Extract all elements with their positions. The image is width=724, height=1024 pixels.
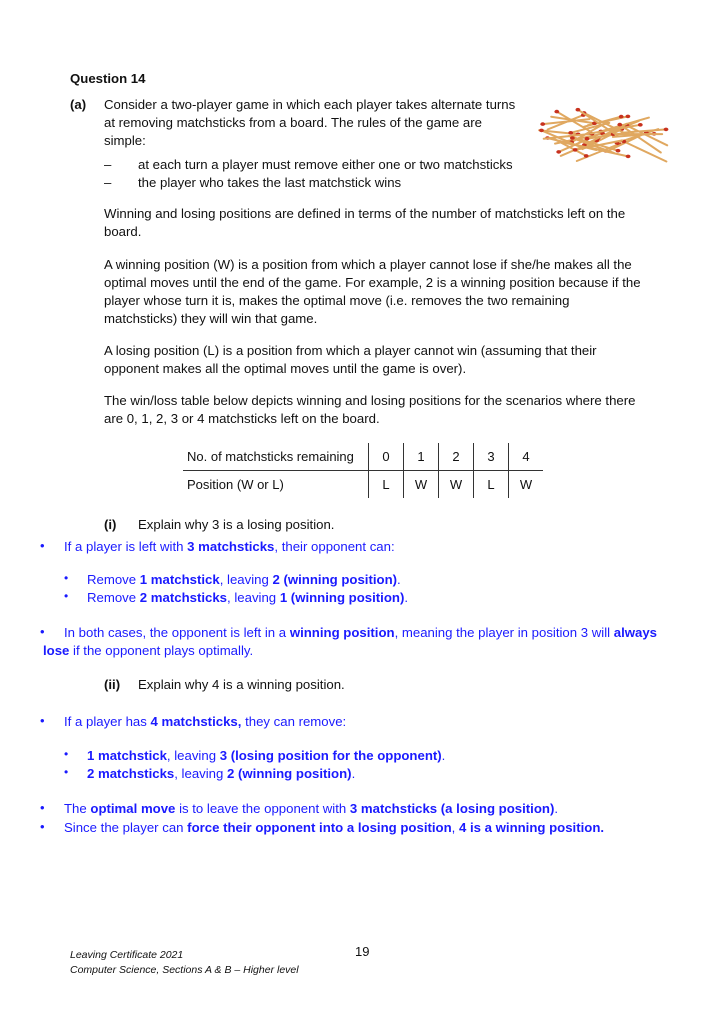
part-ii-text: Explain why 4 is a winning position.	[138, 677, 345, 692]
match-head	[626, 155, 631, 159]
rule-dash: –	[104, 157, 112, 172]
text: 2 matchsticks	[139, 590, 228, 605]
table-cell: 1	[404, 443, 439, 471]
text: force their opponent into a losing position	[187, 820, 452, 835]
text: 4 is a winning position.	[458, 820, 605, 835]
answer-ii-sub-2	[64, 765, 684, 783]
answer-i-bullet-2	[40, 624, 680, 660]
para-losing	[104, 342, 597, 378]
text: optimal move	[90, 801, 176, 816]
text: Since the player can	[64, 820, 188, 835]
text: is to leave the opponent with	[175, 801, 350, 816]
bullet-icon: •	[64, 589, 69, 603]
text: Remove	[87, 572, 140, 587]
question-intro	[104, 96, 534, 150]
text: .	[397, 572, 401, 587]
table-row-label: No. of matchsticks remaining	[183, 443, 369, 471]
answer-line	[43, 642, 680, 660]
match-head	[568, 131, 573, 135]
text: .	[441, 748, 446, 763]
text: 3 matchsticks (a losing position)	[349, 801, 555, 816]
match-head	[570, 136, 575, 140]
text: , leaving	[174, 766, 228, 781]
table-row-label: Position (W or L)	[187, 477, 284, 492]
text: 3 (losing position for the opponent)	[219, 748, 442, 763]
table-cell: 2	[439, 443, 474, 471]
bullet-icon: •	[40, 624, 45, 639]
rule-dash: –	[104, 175, 112, 190]
intro-line: simple:	[104, 133, 146, 148]
table-row	[183, 471, 543, 499]
bullet-icon: •	[40, 713, 45, 728]
para-line: are 0, 1, 2, 3 or 4 matchsticks left on the board.	[104, 411, 380, 426]
text: , meaning the player in position 3 will	[394, 625, 614, 640]
answer-ii-bullet-2	[40, 800, 680, 818]
part-i-text: Explain why 3 is a losing position.	[138, 517, 335, 532]
footer-line-2: Computer Science, Sections A & B – Higher level	[70, 964, 299, 976]
text: 2 (winning position)	[227, 766, 352, 781]
intro-line: Consider a two-player game in which each player takes alternate turns	[104, 97, 516, 112]
table-cell: 3	[474, 443, 509, 471]
text: winning position	[289, 625, 395, 640]
answer-line	[64, 800, 680, 818]
text: If a player has	[64, 714, 151, 729]
match-head	[554, 110, 559, 114]
answer-line	[87, 747, 684, 765]
table-cell: W	[404, 471, 439, 499]
answer-i-sub-2	[64, 589, 684, 607]
win-loss-table	[183, 443, 543, 498]
page-number: 19	[355, 944, 370, 959]
para-line: Winning and losing positions are defined in terms of the number of matchsticks left on the	[104, 206, 626, 221]
match-head	[617, 123, 622, 127]
match-head	[664, 128, 669, 132]
bullet-icon: •	[64, 571, 69, 585]
bullet-icon: •	[64, 747, 69, 761]
text: 4 matchsticks,	[150, 714, 242, 729]
table-cell: W	[439, 471, 474, 499]
text: , leaving	[166, 748, 220, 763]
text: 1 matchstick	[87, 748, 167, 763]
match-head	[576, 108, 581, 112]
matchsticks-image	[528, 98, 678, 178]
answer-line	[87, 571, 684, 589]
text: .	[404, 590, 409, 605]
para-winning	[104, 256, 641, 328]
footer	[70, 948, 299, 978]
answer-ii-bullet-3	[40, 819, 680, 837]
para-line: matchsticks) they will win that game.	[104, 311, 318, 326]
para-line: board.	[104, 224, 142, 239]
text: 2 (winning position)	[272, 572, 398, 587]
match-head	[638, 123, 643, 127]
text: .	[554, 801, 559, 816]
text: , leaving	[219, 572, 273, 587]
text: The	[64, 801, 91, 816]
footer-line-1: Leaving Certificate 2021	[70, 949, 184, 961]
para-line: player whose turn it is, makes the optimal move (i.e. removes the two remaining	[104, 293, 570, 308]
match-head	[584, 154, 589, 158]
question-title: Question 14	[70, 71, 146, 86]
table-cell: 4	[509, 443, 544, 471]
bullet-icon: •	[40, 800, 45, 815]
answer-line	[87, 765, 684, 783]
answer-ii-sub-1	[64, 747, 684, 765]
answer-line	[87, 589, 684, 607]
answer-line	[64, 713, 680, 731]
para-line: The win/loss table below depicts winning and losing positions for the scenarios where there	[104, 393, 636, 408]
answer-i-sub-1	[64, 571, 684, 589]
match-head	[573, 148, 578, 152]
match-head	[626, 115, 631, 119]
text: they can remove:	[241, 714, 347, 729]
match-head	[616, 149, 621, 153]
para-line: A losing position (L) is a position from which a player cannot win (assuming that their	[104, 343, 597, 358]
answer-line	[64, 819, 680, 837]
rule-item: at each turn a player must remove either one or two matchsticks	[138, 157, 513, 172]
text: , leaving	[227, 590, 280, 605]
table-cell: W	[509, 471, 544, 499]
text: , their opponent can:	[274, 539, 395, 554]
table-cell: 0	[369, 443, 404, 471]
text: If a player is left with	[64, 539, 188, 554]
text: if the opponent plays optimally.	[69, 643, 254, 658]
match-head	[585, 137, 590, 141]
text: 3 matchsticks	[187, 539, 275, 554]
text: always	[613, 625, 658, 640]
bullet-icon: •	[64, 765, 69, 779]
para-defined	[104, 205, 625, 241]
match-head	[556, 150, 561, 154]
text: lose	[43, 643, 70, 658]
para-line: A winning position (W) is a position from which a player cannot lose if she/he makes all the	[104, 257, 632, 272]
text: .	[351, 766, 356, 781]
answer-i-bullet-1	[40, 538, 680, 556]
table-cell: L	[369, 471, 404, 499]
part-ii-label: (ii)	[104, 677, 121, 692]
intro-line: at removing matchsticks from a board. The rules of the game are	[104, 115, 482, 130]
bullet-icon: •	[40, 538, 45, 553]
text: 2 matchsticks	[87, 766, 175, 781]
table-row	[183, 443, 543, 471]
match-head	[539, 129, 544, 133]
match-head	[619, 115, 624, 119]
text: Remove	[87, 590, 140, 605]
text: ,	[451, 820, 459, 835]
answer-ii-bullet-1	[40, 713, 680, 731]
part-i-label: (i)	[104, 517, 117, 532]
para-line: opponent makes all the optimal moves until the game is over).	[104, 361, 467, 376]
table-cell: L	[474, 471, 509, 499]
part-a-label: (a)	[70, 97, 87, 112]
rule-item: the player who takes the last matchstick wins	[138, 175, 402, 190]
para-table-intro	[104, 392, 635, 428]
text: In both cases, the opponent is left in a	[64, 625, 290, 640]
bullet-icon: •	[40, 819, 45, 834]
answer-line	[64, 538, 680, 556]
text: 1 (winning position)	[279, 590, 405, 605]
text: 1 matchstick	[139, 572, 220, 587]
answer-line	[64, 624, 680, 642]
para-line: optimal moves until the end of the game. For example, 2 is a winning position because if the	[104, 275, 641, 290]
match-head	[540, 122, 545, 126]
